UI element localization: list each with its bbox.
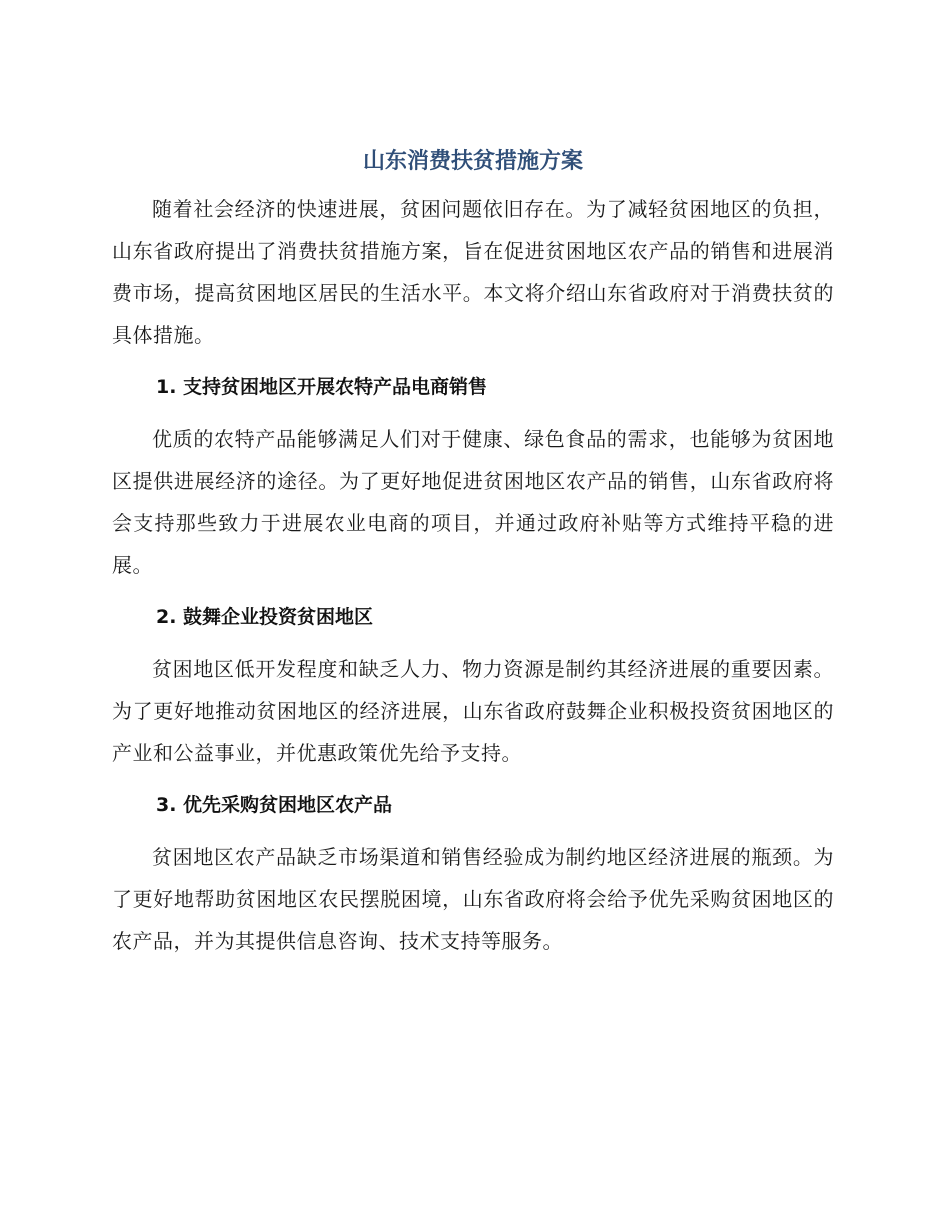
document-page	[112, 142, 834, 962]
section-1-heading: 1. 支持贫困地区开展农特产品电商销售	[156, 376, 488, 398]
section-2-heading: 2. 鼓舞企业投资贫困地区	[156, 606, 374, 628]
section-3-body: 贫困地区农产品缺乏市场渠道和销售经验成为制约地区经济进展的瓶颈。为了更好地帮助贫困地区农民摆脱困境，山东省政府将会给予优先采购贫困地区的农产品，并为其提供信息咨询、技术支持等服务。	[112, 845, 834, 953]
section-2-body: 贫困地区低开发程度和缺乏人力、物力资源是制约其经济进展的重要因素。为了更好地推动贫困地区的经济进展，山东省政府鼓舞企业积极投资贫困地区的产业和公益事业，并优惠政策优先给予支持。	[112, 657, 834, 765]
intro-paragraph: 随着社会经济的快速进展，贫困问题依旧存在。为了减轻贫困地区的负担，山东省政府提出了消费扶贫措施方案，旨在促进贫困地区农产品的销售和进展消费市场，提高贫困地区居民的生活水平。本文将介绍山东省政府对于消费扶贫的具体措施。	[112, 197, 834, 347]
section-3-heading: 3. 优先采购贫困地区农产品	[156, 794, 393, 816]
document-title: 山东消费扶贫措施方案	[362, 149, 583, 174]
section-1-body: 优质的农特产品能够满足人们对于健康、绿色食品的需求，也能够为贫困地区提供进展经济的途径。为了更好地促进贫困地区农产品的销售，山东省政府将会支持那些致力于进展农业电商的项目，并通过政府补贴等方式维持平稳的进展。	[112, 427, 834, 577]
